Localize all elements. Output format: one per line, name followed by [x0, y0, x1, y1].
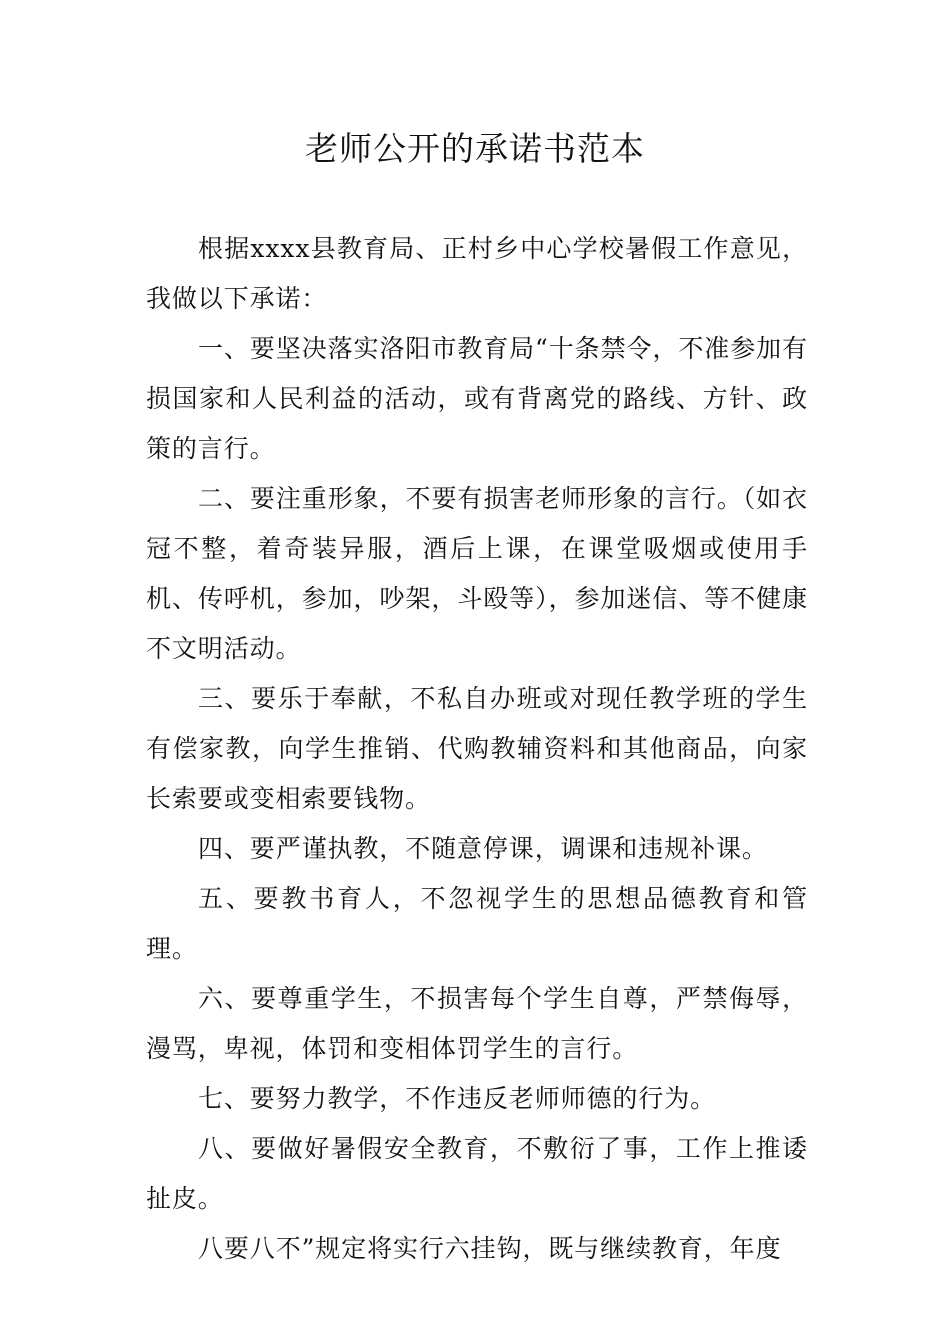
document-body [146, 224, 808, 1274]
paragraph-continuation: 八要八不”规定将实行六挂钩，既与继续教育，年度 [198, 1234, 782, 1263]
paragraph-item-1: 一、要坚决落实洛阳市教育局“十条禁令，不准参加有损国家和人民利益的活动，或有背离党的路线、方针、政策的言行。 [146, 334, 808, 463]
paragraph-item-8: 八、要做好暑假安全教育，不敷衍了事，工作上推诿扯皮。 [146, 1134, 808, 1213]
paragraph-item-6: 六、要尊重学生，不损害每个学生自尊，严禁侮辱，漫骂，卑视，体罚和变相体罚学生的言行。 [146, 984, 808, 1063]
paragraph-item-3: 三、要乐于奉献，不私自办班或对现任教学班的学生有偿家教，向学生推销、代购教辅资料和其他商品，向家长索要或变相索要钱物。 [146, 684, 808, 813]
paragraph-intro: 根据xxxx县教育局、正村乡中心学校暑假工作意见，我做以下承诺： [146, 234, 808, 313]
document-title: 老师公开的承诺书范本 [305, 129, 645, 168]
paragraph-item-5: 五、要教书育人，不忽视学生的思想品德教育和管理。 [146, 884, 808, 963]
paragraph-item-2: 二、要注重形象，不要有损害老师形象的言行。（如衣冠不整，着奇装异服，酒后上课，在课堂吸烟或使用手机、传呼机，参加，吵架，斗殴等），参加迷信、等不健康不文明活动。 [146, 484, 808, 663]
paragraph-item-7: 七、要努力教学，不作违反老师师德的行为。 [198, 1084, 717, 1113]
paragraph-item-4: 四、要严谨执教，不随意停课，调课和违规补课。 [198, 834, 768, 863]
